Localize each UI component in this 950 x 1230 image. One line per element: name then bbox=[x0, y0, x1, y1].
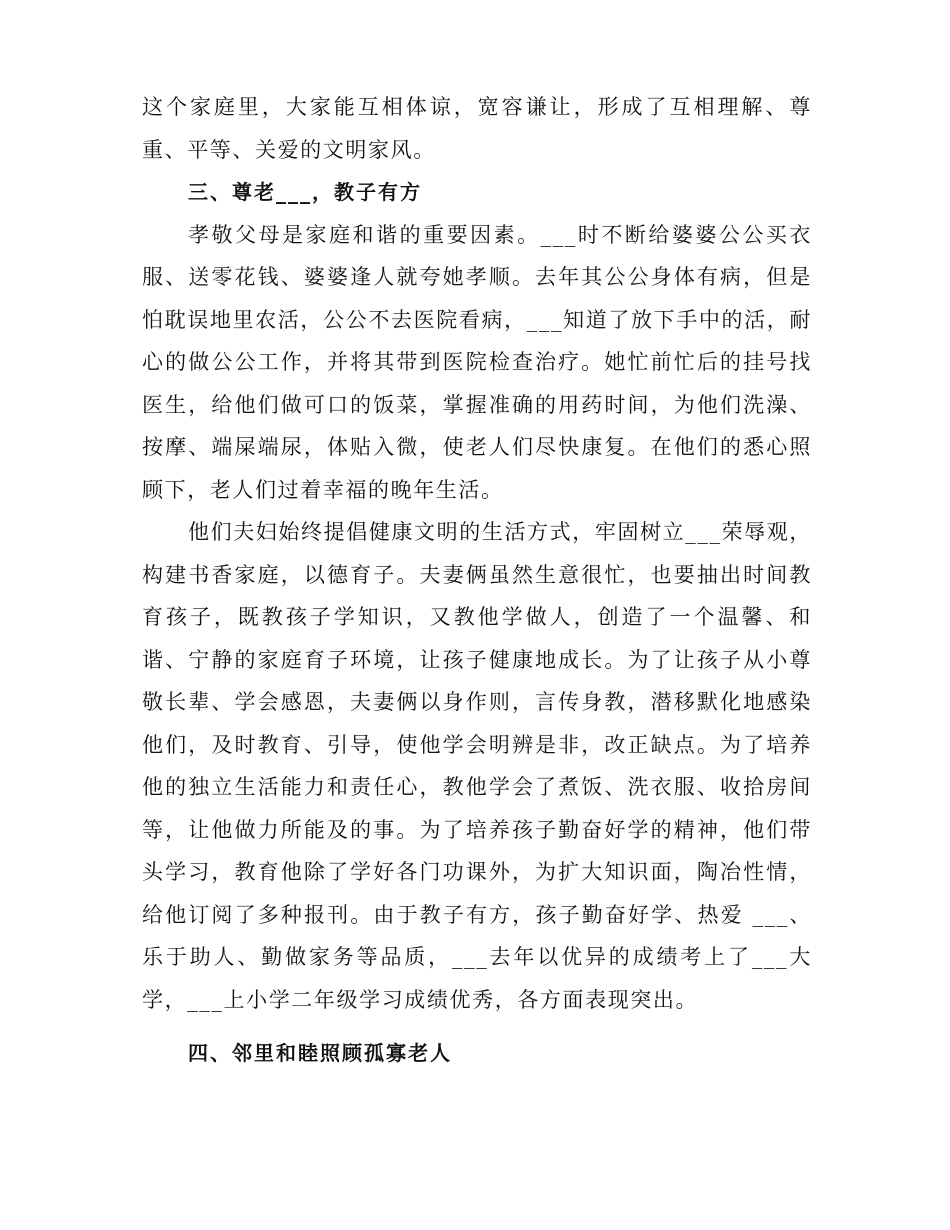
document-body bbox=[142, 86, 812, 1075]
paragraph-filial-piety: 孝敬父母是家庭和谐的重要因素。___时不断给婆婆公公买衣服、送零花钱、婆婆逢人就夸她孝顺。去年其公公身体有病，但是怕耽误地里农活，公公不去医院看病，___知道了放下手中的活，耐心的做公公工作，并将其带到医院检查治疗。她忙前忙后的挂号找医生，给他们做可口的饭菜，掌握准确的用药时间，为他们洗澡、按摩、端屎端尿，体贴入微，使老人们尽快康复。在他们的悉心照顾下，老人们过着幸福的晚年生活。 bbox=[142, 222, 812, 502]
section-heading-3: 三、尊老___，教子有方 bbox=[188, 180, 422, 204]
section-heading-4: 四、邻里和睦照顾孤寡老人 bbox=[188, 1041, 452, 1065]
paragraph-child-education: 他们夫妇始终提倡健康文明的生活方式，牢固树立___荣辱观，构建书香家庭，以德育子。夫妻俩虽然生意很忙，也要抽出时间教育孩子，既教孩子学知识，又教他学做人，创造了一个温馨、和谐、宁静的家庭育子环境，让孩子健康地成长。为了让孩子从小尊敬长辈、学会感恩，夫妻俩以身作则，言传身教，潜移默化地感染他们，及时教育、引导，使他学会明辨是非，改正缺点。为了培养他的独立生活能力和责任心，教他学会了煮饭、洗衣服、收拾房间等，让他做力所能及的事。为了培养孩子勤奋好学的精神，他们带头学习，教育他除了学好各门功课外，为扩大知识面，陶冶性情，给他订阅了多种报刊。由于教子有方，孩子勤奋好学、热爱 ___、乐于助人、勤做家务等品质，___去年以优异的成绩考上了___大学，___上小学二年级学习成绩优秀，各方面表现突出。 bbox=[142, 520, 812, 1012]
paragraph-intro-tail: 这个家庭里，大家能互相体谅，宽容谦让，形成了互相理解、尊重、平等、关爱的文明家风。 bbox=[142, 95, 812, 162]
